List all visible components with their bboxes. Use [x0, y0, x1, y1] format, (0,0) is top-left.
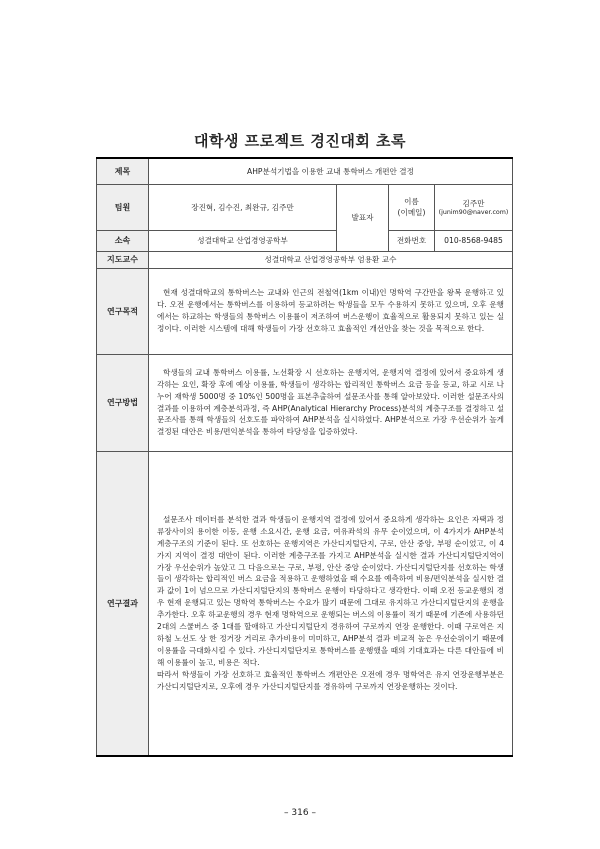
presenter-email: (junim90@naver.com): [438, 209, 509, 216]
team-label: 팀원: [97, 184, 149, 230]
method-label: 연구방법: [97, 354, 149, 451]
subject-row: [97, 158, 513, 184]
team-row: [97, 184, 513, 230]
page-number: – 316 –: [284, 808, 316, 818]
method-row: [97, 354, 513, 451]
method-text: 학생들의 교내 통학버스 이용률, 노선확장 시 선호하는 운행지역, 운행지역 결정에 있어서 중요하게 생각하는 요인, 확장 후에 예상 이용률, 학생들이 생각하는 합리적인 통학버스 요금 등을 등교, 하교 시로 나누어 재학생 5000명 중 10%인 500명을 표본추출하여 설문조사를 통해 알아보았다. 이러한 설문조사의 결과를 이용하여 계층분석과정, 즉 AHP(Analytical Hierarchy Process)분석의 계층구조를 결정하고 설문조사를 통해 학생들의 선호도를 파악하여 AHP분석을 실시하였다. AHP분석으로 가장 우선순위가 높게 결정된 대안은 비용/편익분석을 통하여 타당성을 입증하였다.: [157, 367, 504, 437]
phone-value: 010-8568-9485: [435, 230, 513, 251]
result-text: 설문조사 데이터를 분석한 결과 학생들이 운행지역 결정에 있어서 중요하게 생각하는 요인은 자택과 정류장사이의 용이한 이동, 운행 소요시간, 운행 요금, 여유좌석의 유무 순이었으며, 이 4가지가 AHP분석 계층구조의 기준이 된다. 또 선호하는 운행지역은 가산디지털단지, 구로, 안산 중앙, 부평 순이었고, 이 4가지 지역이 결정 대안이 된다. 이러한 계층구조를 가지고 AHP분석을 실시한 결과 가산디지털단지역이 가장 우선순위가 높았고 그 다음으로는 구로, 부평, 안산 중앙 순이었다. 가산디지털단지를 선호하는 학생들이 생각하는 합리적인 버스 요금을 적용하고 운행하였을 때 수요를 예측하여 비용/편익분석을 실시한 결과 값이 1이 넘으므로 가산디지털단지의 통학버스 운행이 타당하다고 생각한다. 이때 오전 등교운행의 경우 현재 운행되고 있는 명학역 통학버스는 수요가 많기 때문에 그대로 유지하고 가산디지털단지의 운행을 추가한다. 오후 하교운행의 경우 현재 명학역으로 운행되는 버스의 이용률이 적기 때문에 기존에 사용하던 2대의 스쿨버스 중 1대를 할애하고 가산디지털단지 경유하여 구로까지 연장 운행한다. 이때 구로역은 지하철 노선도 상 한 정거장 거리로 추가비용이 미미하고, AHP분석 결과 비교적 높은 우선순위이기 때문에 이용률을 극대화시킬 수 있다. 가산디지털단지로 통학버스를 운행했을 때의 기대효과는 다른 대안들에 비해 이용률이 높고, 비용은 적다.: [157, 514, 504, 667]
phone-label: 전화번호: [389, 230, 435, 251]
name-email-label: [389, 184, 435, 230]
presenter-name: 김주만: [462, 199, 485, 208]
result-text-conclusion: 따라서 학생들이 가장 선호하고 효율적인 통학버스 개편안은 오전에 경우 명학역은 유지 연장운행부분은 가산디지털단지로, 오후에 경우 가산디지털단지를 경유하여 구로까지 연장운행하는 것이다.: [157, 669, 504, 691]
affiliation-row: [97, 230, 513, 251]
advisor-value: 성결대학교 산업경영공학부 엄용환 교수: [149, 251, 513, 268]
document-title: 대학생 프로젝트 경진대회 초록: [193, 132, 407, 150]
purpose-row: [97, 268, 513, 354]
affiliation-label: 소속: [97, 230, 149, 251]
purpose-text: 현재 성결대학교의 통학버스는 교내와 인근의 전철역(1km 이내)인 명학역 구간만을 왕복 운행하고 있다. 오전 운행에서는 통학버스를 이용하여 등교하려는 학생들을 모두 수용하지 못하고 있으며, 오후 운행에서는 하교하는 학생들의 통학버스 이용률이 저조하여 버스운행이 효율적으로 활용되지 못하고 있는 실정이다. 이러한 시스템에 대해 학생들이 가장 선호하고 효율적인 개선안을 찾는 것을 목적으로 한다.: [157, 288, 504, 333]
name-label: 이름: [404, 197, 419, 206]
result-row: [97, 451, 513, 756]
abstract-table: [96, 157, 513, 757]
email-label: (이메일): [397, 208, 426, 217]
team-value: 장진혁, 김수진, 최완규, 김주만: [149, 184, 337, 230]
purpose-label: 연구목적: [97, 268, 149, 354]
presenter-label: 발표자: [337, 184, 389, 251]
presenter-contact: [435, 184, 513, 230]
result-label: 연구결과: [97, 451, 149, 756]
subject-value: AHP분석기법을 이용한 교내 통학버스 개편안 결정: [149, 158, 513, 184]
method-cell: [149, 354, 513, 451]
subject-label: 제목: [97, 158, 149, 184]
advisor-label: 지도교수: [97, 251, 149, 268]
affiliation-value: 성결대학교 산업경영공학부: [149, 230, 337, 251]
advisor-row: [97, 251, 513, 268]
purpose-cell: [149, 268, 513, 354]
result-cell: [149, 451, 513, 756]
